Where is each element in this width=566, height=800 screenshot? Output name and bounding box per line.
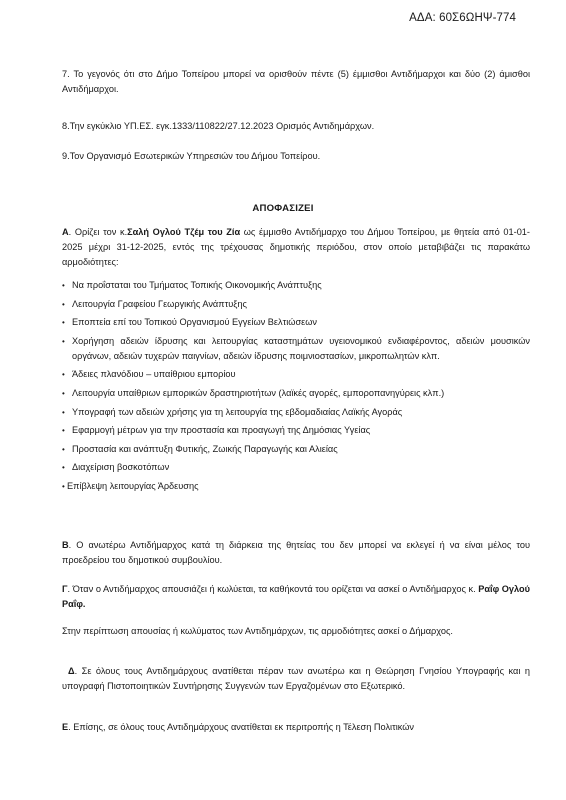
list-item: • Να προΐσταται του Τμήματος Τοπικής Οικονομικής Ανάπτυξης: [62, 278, 530, 293]
section-b-letter: Β: [62, 540, 69, 550]
section-a-pre: . Ορίζει τον κ.: [68, 227, 128, 237]
ada-code: ΑΔΑ: 60Σ6ΩΗΨ-774: [409, 12, 516, 24]
section-g-letter: Γ: [62, 584, 68, 594]
list-item: • Υπογραφή των αδειών χρήσης για τη λειτουργία της εβδομαδιαίας Λαϊκής Αγοράς: [62, 405, 530, 420]
section-a: [62, 225, 530, 270]
list-item: • Προστασία και ανάπτυξη Φυτικής, Ζωικής Παραγωγής και Αλιείας: [62, 442, 530, 457]
responsibilities-list: [62, 278, 530, 498]
section-e: [62, 720, 530, 735]
section-e-text: . Επίσης, σε όλους τους Αντιδημάρχους ανατίθεται εκ περιτροπής η Τέλεση Πολιτικών: [68, 722, 415, 732]
section-a-letter: Α: [62, 227, 69, 237]
section-g-text: . Όταν ο Αντιδήμαρχος απουσιάζει ή κωλύεται, τα καθήκοντά του ορίζεται να ασκεί ο Αντιδήμαρχος κ.: [67, 584, 479, 594]
decision-heading: ΑΠΟΦΑΣΙΖΕΙ: [252, 203, 314, 214]
section-g: [62, 582, 530, 612]
paragraph-item-8: 8.Την εγκύκλιο ΥΠ.ΕΣ. εγκ.1333/110822/27.12.2023 Ορισμός Αντιδημάρχων.: [62, 121, 375, 131]
list-item: • Εφαρμογή μέτρων για την προστασία και προαγωγή της Δημόσιας Υγείας: [62, 423, 530, 438]
section-d-letter: Δ: [68, 666, 75, 676]
list-item: • Λειτουργία Γραφείου Γεωργικής Ανάπτυξης: [62, 297, 530, 312]
paragraph-item-9: 9.Τον Οργανισμό Εσωτερικών Υπηρεσιών του Δήμου Τοπείρου.: [62, 151, 321, 161]
list-item: • Άδειες πλανόδιου – υπαίθριου εμπορίου: [62, 367, 530, 382]
list-item: • Εποπτεία επί του Τοπικού Οργανισμού Εγγείων Βελτιώσεων: [62, 315, 530, 330]
list-item: • Χορήγηση αδειών ίδρυσης και λειτουργίας καταστημάτων υγειονομικού ενδιαφέροντος, αδειών μουσικών οργάνων, αδειών τυχερών παιγνίων, αδειών ίδρυσης ποιμνιοστασίων, μικροπωλητών κλπ.: [62, 334, 530, 364]
absence-paragraph: Στην περίπτωση απουσίας ή κωλύματος των Αντιδημάρχων, τις αρμοδιότητες ασκεί ο Δήμαρχος.: [62, 626, 453, 636]
section-d: [62, 664, 530, 694]
substitute-name: Ραΐφ Ογλού Ραΐφ.: [62, 584, 530, 609]
list-item: • Διαχείριση βοσκοτόπων: [62, 460, 530, 475]
paragraph-item-7: 7. Το γεγονός ότι στο Δήμο Τοπείρου μπορεί να ορισθούν πέντε (5) έμμισθοι Αντιδήμαρχοι και δύο (2) άμισθοι Αντιδήμαρχοι.: [62, 69, 530, 94]
section-b-text: . Ο ανωτέρω Αντιδήμαρχος κατά τη διάρκεια της θητείας του δεν μπορεί να εκλεγεί ή να είναι μέλος του προεδρείου του δημοτικού συμβουλίου.: [62, 540, 530, 565]
section-e-letter: Ε: [62, 722, 69, 732]
section-d-text: . Σε όλους τους Αντιδημάρχους ανατίθεται πέραν των ανωτέρω και η Θεώρηση Γνησίου Υπογραφής και η υπογραφή Πιστοποιητικών Συντήρησης Συγγενών των Εργαζομένων στο Εξωτερικό.: [62, 666, 530, 691]
appointee-name: Σαλή Ογλού Τζέμ του Ζία: [127, 227, 241, 237]
list-item: • Λειτουργία υπαίθριων εμπορικών δραστηριοτήτων (λαϊκές αγορές, εμποροπανηγύρεις κλπ.): [62, 386, 530, 401]
section-a-text: ως έμμισθο Αντιδήμαρχο του Δήμου Τοπείρου, με θητεία από 01-01-2025 μέχρι 31-12-2025, εντός της τρέχουσας δημοτικής περιόδου, στον οποίο μεταβιβάζει τις παρακάτω αρμοδιότητες:: [62, 227, 530, 267]
list-item: • Επίβλεψη λειτουργίας Άρδευσης: [62, 479, 530, 494]
section-b: [62, 538, 530, 568]
